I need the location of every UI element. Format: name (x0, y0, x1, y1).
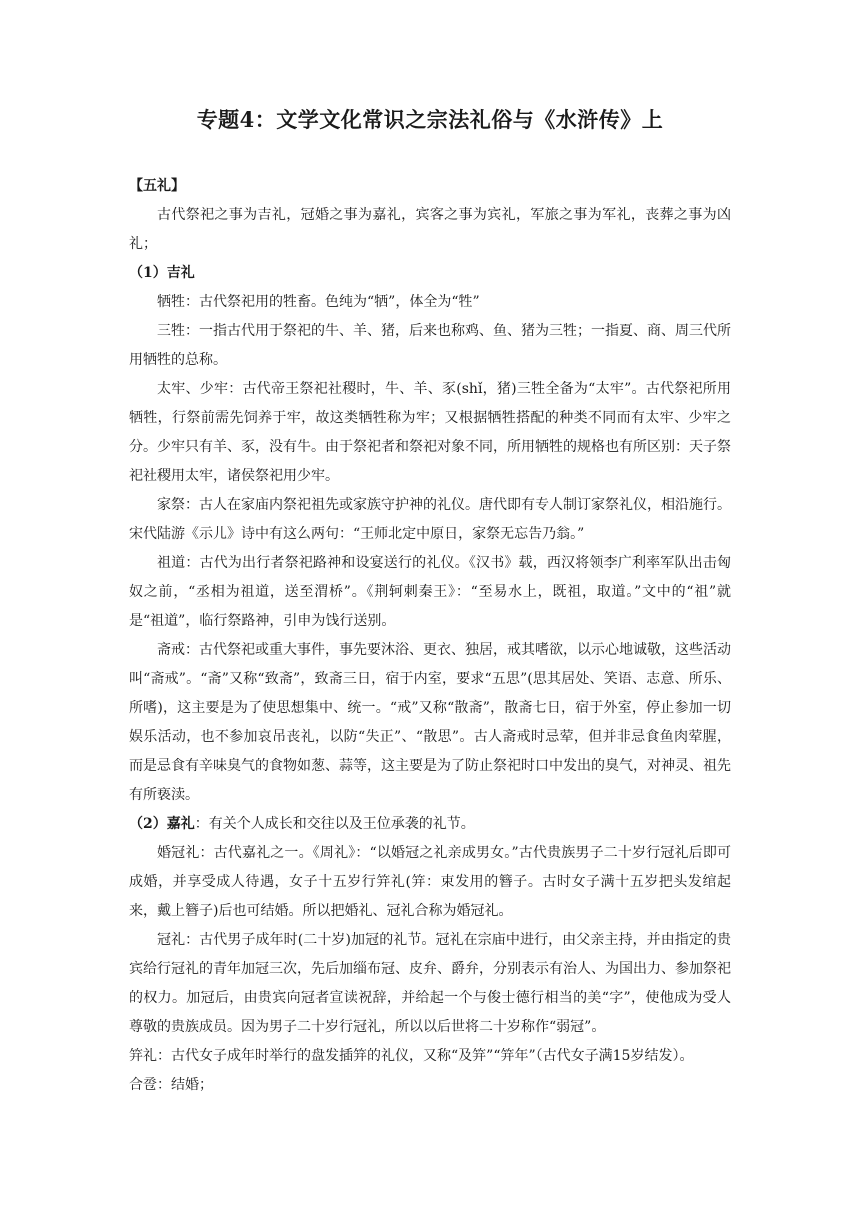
sub-heading-jiali: （2）嘉礼 (129, 816, 195, 832)
paragraph-tailao: 太牢、少牢：古代帝王祭祀社稷时，牛、羊、豕(shǐ，猪)三牲全备为“太牢”。古代祭祀所用牺牲，行祭前需先饲养于牢，故这类牺牲称为牢；又根据牺牲搭配的种类不同而有太牢、少牢之分。少牢只有羊、豕，没有牛。由于祭祀者和祭祀对象不同，所用牺牲的规格也有所区别：天子祭祀社稷用太牢，诸侯祭祀用少牢。 (129, 381, 731, 484)
paragraph-sansheng: 三牲：一指古代用于祭祀的牛、羊、猪，后来也称鸡、鱼、猪为三牲；一指夏、商、周三代所用牺牲的总称。 (129, 323, 731, 368)
sub-heading-jiali-line (129, 810, 731, 839)
intro-paragraph: 古代祭祀之事为吉礼，冠婚之事为嘉礼，宾客之事为宾礼，军旅之事为军礼，丧葬之事为凶礼； (129, 207, 731, 252)
paragraph-guanli: 冠礼：古代男子成年时(二十岁)加冠的礼节。冠礼在宗庙中进行，由父亲主持，并由指定的贵宾给行冠礼的青年加冠三次，先后加缁布冠、皮弁、爵弁，分别表示有治人、为国出力、参加祭祀的权力。加冠后，由贵宾向冠者宣读祝辞，并给起一个与俊士德行相当的美“字”，使他成为受人尊敬的贵族成员。因为男子二十岁行冠礼，所以以后世将二十岁称作“弱冠”。 (129, 932, 731, 1035)
paragraph-zudao: 祖道：古代为出行者祭祀路神和设宴送行的礼仪。《汉书》载，西汉将领李广利率军队出击匈奴之前，“丞相为祖道，送至渭桥”。《荆轲刺秦王》：“至易水上，既祖，取道。”文中的“祖”就是“祖道”，临行祭路神，引申为饯行送别。 (129, 555, 731, 629)
document-body (129, 172, 731, 1100)
document-title: 专题4：文学文化常识之宗法礼俗与《水浒传》上 (196, 107, 664, 132)
section-heading: 【五礼】 (129, 178, 185, 194)
sub-heading-jili: （1）吉礼 (129, 265, 195, 281)
paragraph-hejin: 合卺：结婚； (129, 1077, 213, 1093)
paragraph-jiaji: 家祭：古人在家庙内祭祀祖先或家族守护神的礼仪。唐代即有专人制订家祭礼仪，相沿施行。宋代陆游《示儿》诗中有这么两句：“王师北定中原日，家祭无忘告乃翁。” (129, 497, 731, 542)
paragraph-zhaijie: 斋戒：古代祭祀或重大事件，事先要沐浴、更衣、独居，戒其嗜欲，以示心地诚敬，这些活动叫“斋戒”。“斋”又称“致斋”，致斋三日，宿于内室，要求“五思”(思其居处、笑语、志意、所乐、所嗜)，这主要是为了使思想集中、统一。“戒”又称“散斋”，散斋七日，宿于外室，停止参加一切娱乐活动，也不参加哀吊丧礼，以防“失正”、“散思”。古人斋戒时忌荤，但并非忌食鱼肉荤腥，而是忌食有辛味臭气的食物如葱、蒜等，这主要是为了防止祭祀时口中发出的臭气，对神灵、祖先有所亵渎。 (129, 642, 731, 803)
sub-heading-jiali-desc: ：有关个人成长和交往以及王位承袭的礼节。 (194, 816, 475, 832)
paragraph-jili: 笄礼：古代女子成年时举行的盘发插笄的礼仪，又称“及笄”“笄年”（古代女子满15岁结发）。 (129, 1048, 694, 1064)
paragraph-hunguan: 婚冠礼：古代嘉礼之一。《周礼》：“以婚冠之礼亲成男女。”古代贵族男子二十岁行冠礼后即可成婚，并享受成人待遇，女子十五岁行笄礼(笄：束发用的簪子。古时女子满十五岁把头发绾起来，戴上簪子)后也可结婚。所以把婚礼、冠礼合称为婚冠礼。 (129, 845, 731, 919)
paragraph-xisheng: 牺牲：古代祭祀用的牲畜。色纯为“牺”，体全为“牲” (157, 294, 480, 310)
